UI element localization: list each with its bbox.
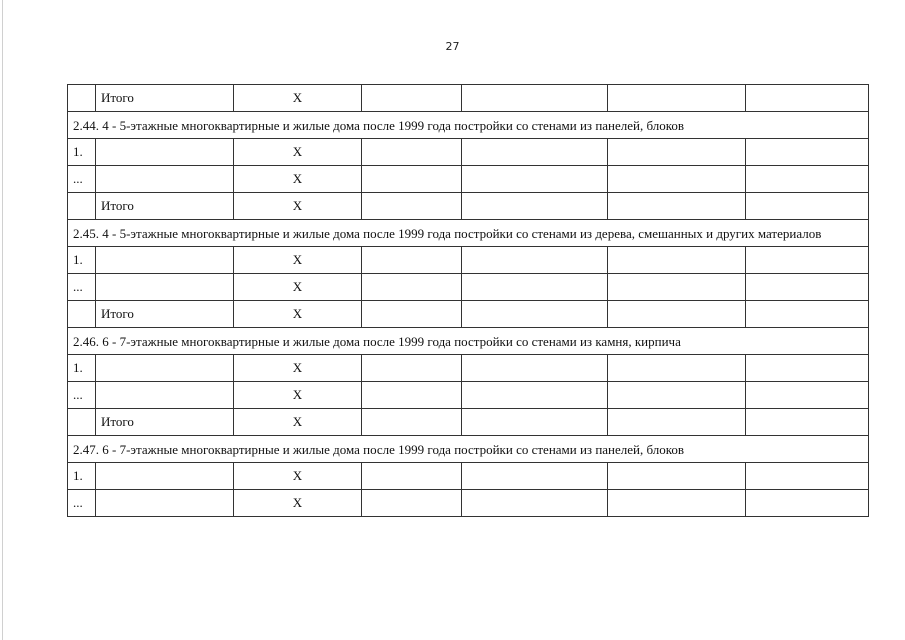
table-row [68, 247, 869, 274]
table-row [68, 382, 869, 409]
table-row-total [68, 409, 869, 436]
section-heading-row [68, 328, 869, 355]
row-number: 1. [68, 139, 96, 166]
row-number: 1. [68, 247, 96, 274]
x-mark: X [234, 409, 362, 436]
row-number: 1. [68, 355, 96, 382]
x-mark: X [234, 193, 362, 220]
total-label: Итого [96, 193, 234, 220]
x-mark: X [234, 166, 362, 193]
x-mark: X [234, 490, 362, 517]
table-row-total [68, 193, 869, 220]
row-number: ... [68, 166, 96, 193]
section-heading-row [68, 436, 869, 463]
table-row-total [68, 85, 869, 112]
scan-edge-line [2, 0, 3, 640]
cell-empty [68, 85, 96, 112]
page-number: 27 [445, 40, 460, 53]
table-row-total [68, 301, 869, 328]
total-label: Итого [96, 409, 234, 436]
x-mark: X [234, 463, 362, 490]
x-mark: X [234, 355, 362, 382]
table-row [68, 139, 869, 166]
row-number: 1. [68, 463, 96, 490]
section-heading: 2.46. 6 - 7-этажные многоквартирные и жилые дома после 1999 года постройки со стенами из камня, кирпича [68, 328, 869, 355]
total-label: Итого [96, 301, 234, 328]
section-heading-row [68, 220, 869, 247]
x-mark: X [234, 301, 362, 328]
row-number: ... [68, 274, 96, 301]
x-mark: X [234, 139, 362, 166]
table-row [68, 490, 869, 517]
section-heading: 2.45. 4 - 5-этажные многоквартирные и жилые дома после 1999 года постройки со стенами из дерева, смешанных и других материалов [68, 220, 869, 247]
section-heading-row [68, 112, 869, 139]
x-mark: X [234, 247, 362, 274]
table-row [68, 274, 869, 301]
table-row [68, 355, 869, 382]
section-heading: 2.47. 6 - 7-этажные многоквартирные и жилые дома после 1999 года постройки со стенами из панелей, блоков [68, 436, 869, 463]
row-number: ... [68, 382, 96, 409]
table-row [68, 463, 869, 490]
x-mark: X [234, 382, 362, 409]
table-row [68, 166, 869, 193]
x-mark: X [234, 274, 362, 301]
x-mark: X [234, 85, 362, 112]
data-table [67, 84, 869, 517]
row-number: ... [68, 490, 96, 517]
section-heading: 2.44. 4 - 5-этажные многоквартирные и жилые дома после 1999 года постройки со стенами из панелей, блоков [68, 112, 869, 139]
total-label: Итого [96, 85, 234, 112]
